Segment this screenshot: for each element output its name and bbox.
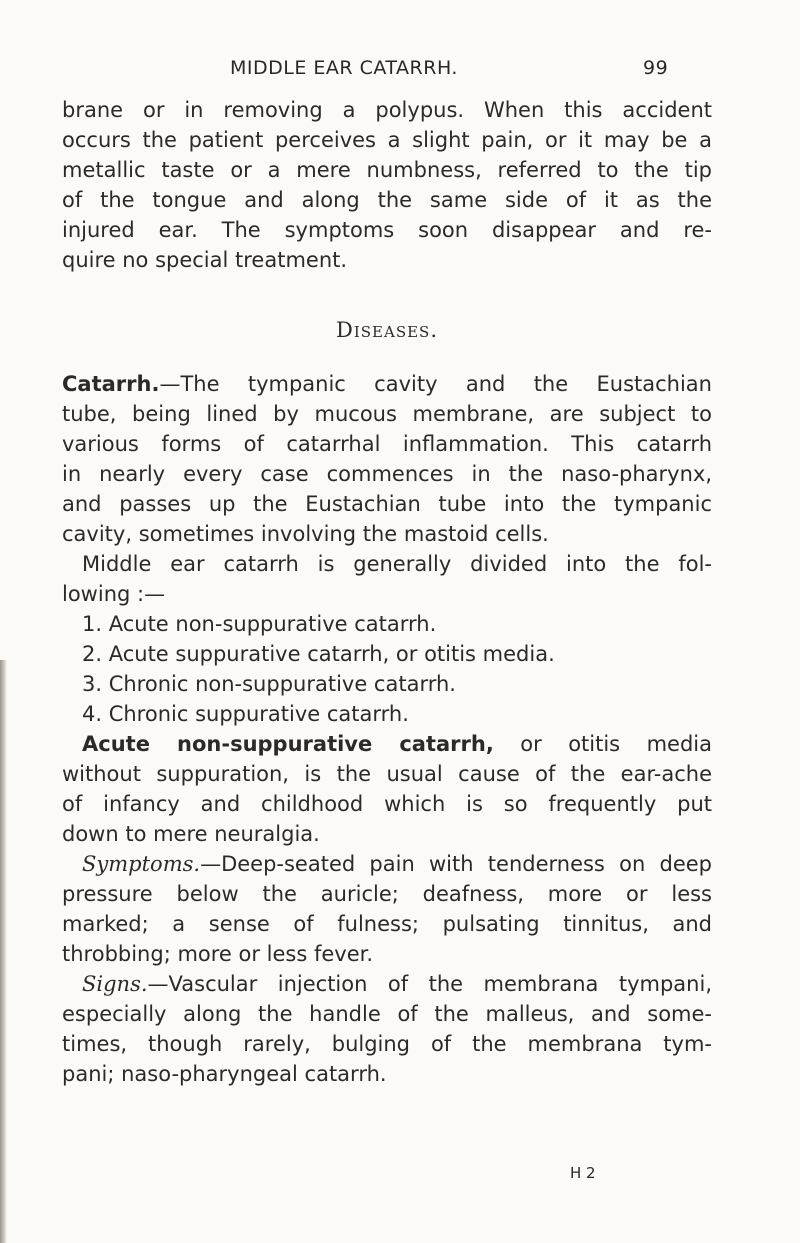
acute-lead: Acute non-suppurative catarrh, [82,732,494,756]
text-line: and passes up the Eustachian tube into the tympanic [62,492,712,516]
text-line: occurs the patient perceives a slight pain, or it may be a [62,128,712,152]
text-line [62,369,712,399]
text-line: especially along the handle of the malleus, and some- [62,1002,712,1026]
symptoms-first-line: —Deep-seated pain with tenderness on deep [200,852,712,876]
text-line: metallic taste or a mere numbness, referred to the tip [62,158,712,182]
division-paragraph [62,549,712,609]
catarrh-lead: Catarrh. [62,372,160,396]
body-text [62,95,712,1089]
running-head [0,57,800,87]
catarrh-types-list [62,609,712,729]
text-line [62,969,712,999]
binding-shadow [0,660,7,1243]
signature-mark: H 2 [570,1164,596,1182]
list-item: 2. Acute suppurative catarrh, or otitis media. [82,642,555,666]
acute-first-line: or otitis media [493,732,712,756]
text-line [62,849,712,879]
text-line: times, though rarely, bulging of the membrana tym- [62,1032,712,1056]
section-heading: Diseases. [336,318,438,342]
list-item: 4. Chronic suppurative catarrh. [82,702,409,726]
symptoms-paragraph [62,849,712,969]
list-item: 1. Acute non-suppurative catarrh. [82,612,437,636]
text-line: tube, being lined by mucous membrane, are subject to [62,402,712,426]
acute-paragraph [62,729,712,849]
signs-first-line: —Vascular injection of the membrana tympani, [147,972,712,996]
text-line: throbbing; more or less fever. [62,942,374,966]
text-line: pani; naso-pharyngeal catarrh. [62,1062,387,1086]
page-number: 99 [643,57,669,79]
text-line: of infancy and childhood which is so frequently put [62,792,712,816]
text-line: brane or in removing a polypus. When this accident [62,98,712,122]
text-line: lowing :— [62,582,166,606]
text-line: Middle ear catarrh is generally divided into the fol- [82,552,712,576]
text-line: of the tongue and along the same side of it as the [62,188,712,212]
symptoms-lead: Symptoms. [82,852,201,876]
text-line: various forms of catarrhal inflammation. This catarrh [62,432,712,456]
text-line: injured ear. The symptoms soon disappear and re- [62,218,712,242]
text-line [62,729,712,759]
text-line: in nearly every case commences in the naso-pharynx, [62,462,712,486]
signs-paragraph [62,969,712,1089]
list-item: 3. Chronic non-suppurative catarrh. [82,672,456,696]
intro-paragraph [62,95,712,275]
text-line: down to mere neuralgia. [62,822,320,846]
text-line: pressure below the auricle; deafness, more or less [62,882,712,906]
text-line: without suppuration, is the usual cause of the ear-ache [62,762,712,786]
catarrh-first-line: —The tympanic cavity and the Eustachian [159,372,712,396]
text-line: marked; a sense of fulness; pulsating tinnitus, and [62,912,712,936]
text-line: quire no special treatment. [62,248,348,272]
signs-lead: Signs. [82,972,148,996]
text-line: cavity, sometimes involving the mastoid cells. [62,522,549,546]
running-title: MIDDLE EAR CATARRH. [230,57,458,79]
catarrh-paragraph [62,369,712,549]
